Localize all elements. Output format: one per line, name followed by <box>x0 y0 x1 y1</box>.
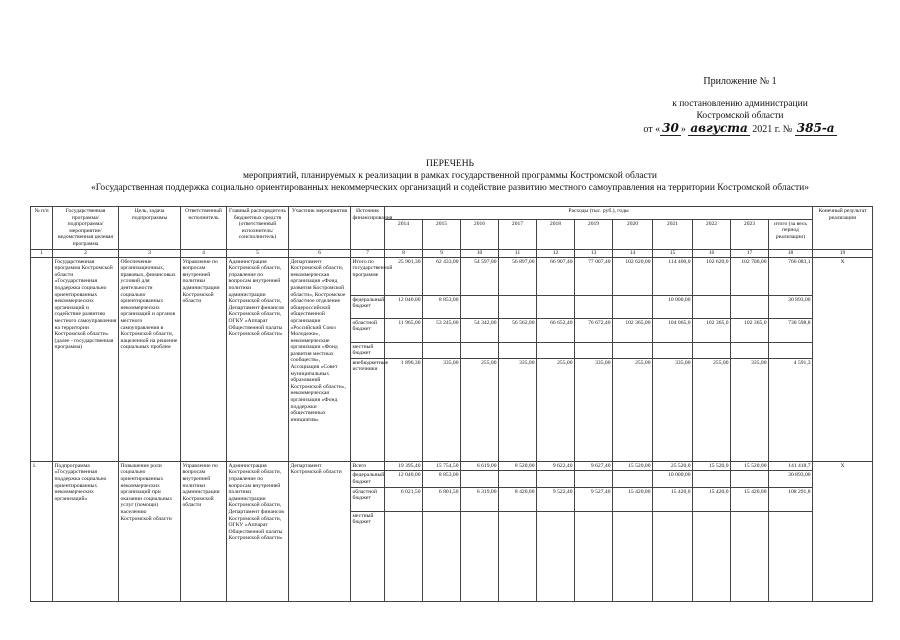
amount-cell <box>499 342 537 358</box>
amount-cell: 54 342,00 <box>461 318 499 342</box>
amount-cell <box>613 471 653 487</box>
header-goal: Цель, задача подпрограммы <box>119 207 181 250</box>
funding-source: Всего <box>351 461 385 471</box>
amount-cell: 335,00 <box>653 358 693 461</box>
header-year: 2022 <box>693 219 731 249</box>
amount-cell: 335,00 <box>575 358 613 461</box>
amount-cell <box>731 295 769 318</box>
amount-cell <box>385 342 423 358</box>
column-number: 15 <box>653 249 693 257</box>
amount-cell <box>423 511 461 601</box>
amount-cell <box>537 471 575 487</box>
amount-cell: 56 562,00 <box>499 318 537 342</box>
header-year: 2017 <box>499 219 537 249</box>
header-participant: Участник мероприятия <box>289 207 351 250</box>
amount-cell: 53 245,00 <box>423 318 461 342</box>
amount-cell: 25 520,0 <box>653 461 693 471</box>
column-number: 19 <box>813 249 873 257</box>
funding-source: внебюджетные источники <box>351 358 385 461</box>
column-number: 3 <box>119 249 181 257</box>
title-heading: ПЕРЕЧЕНЬ <box>425 159 475 169</box>
amount-cell: 15 420,00 <box>613 487 653 511</box>
total-cell: 141 418,7 <box>769 461 813 471</box>
amount-cell: 56 897,00 <box>499 257 537 295</box>
date-mid: » <box>680 124 689 135</box>
amount-cell: 15 420,0 <box>693 487 731 511</box>
funding-source: местный бюджет <box>351 511 385 601</box>
column-number: 10 <box>461 249 499 257</box>
amount-cell <box>461 342 499 358</box>
amount-cell <box>613 511 653 601</box>
total-cell <box>769 342 813 358</box>
amount-cell: 15 520,00 <box>613 461 653 471</box>
amount-cell: 255,00 <box>693 358 731 461</box>
header-expenses: Расходы (тыс. руб.), годы <box>385 207 813 220</box>
amount-cell: 77 007,40 <box>575 257 613 295</box>
amount-cell <box>499 471 537 487</box>
column-number: 16 <box>693 249 731 257</box>
header-total: итого (за весь период реализации) <box>769 219 813 249</box>
column-number: 6 <box>289 249 351 257</box>
amount-cell: 19 395,40 <box>385 461 423 471</box>
header-year: 2016 <box>461 219 499 249</box>
amount-cell: 9 622,40 <box>537 461 575 471</box>
handwritten-number: 385-а <box>796 121 835 135</box>
amount-cell: 335,00 <box>423 358 461 461</box>
amount-cell <box>461 511 499 601</box>
total-cell: 108 291,8 <box>769 487 813 511</box>
goal-text: Повышение роли социально ориентированных некоммерческих организаций при оказании социальных услуг (помощи) населению Костромской области <box>119 461 181 601</box>
amount-cell: 8 853,00 <box>423 295 461 318</box>
manager-text: Администрация Костромской области, управление по вопросам внутренней политики администрации Костромской области, Департамент финансов Костромской области, ОГКУ «Аппарат Общественной палаты Костромской области» <box>227 461 289 601</box>
result-cell: Х <box>813 461 873 601</box>
amount-cell: 102 365,0 <box>731 318 769 342</box>
amount-cell: 1 896,30 <box>385 358 423 461</box>
amount-cell <box>575 471 613 487</box>
amount-cell <box>693 511 731 601</box>
amount-cell <box>575 295 613 318</box>
header-year: 2023 <box>731 219 769 249</box>
amount-cell: 66 907,40 <box>537 257 575 295</box>
amount-cell <box>537 342 575 358</box>
amount-cell: 10 000,00 <box>653 295 693 318</box>
column-number: 8 <box>385 249 423 257</box>
executor-text: Управление по вопросам внутренней политики администрации Костромской области <box>181 257 227 461</box>
header-result: Конечный результат реализации <box>813 207 873 250</box>
amount-cell <box>575 511 613 601</box>
amount-cell <box>537 295 575 318</box>
amount-cell <box>693 342 731 358</box>
amount-cell: 6 319,00 <box>461 487 499 511</box>
amount-cell: 12 040,00 <box>385 471 423 487</box>
handwritten-month: августа <box>690 121 748 135</box>
amount-cell <box>385 511 423 601</box>
funding-source: федеральный бюджет <box>351 471 385 487</box>
amount-cell: 9 522,40 <box>537 487 575 511</box>
column-number: 9 <box>423 249 461 257</box>
header-year: 2019 <box>575 219 613 249</box>
amount-cell: 66 652,40 <box>537 318 575 342</box>
column-number: 12 <box>537 249 575 257</box>
amount-cell: 15 520,0 <box>693 461 731 471</box>
program-name: Государственная программа Костромской области «Государственная поддержка социально ориентированных некоммерческих организаций и содействие развитию местного самоуправления на территории Костромской области» (далее - государственная программа) <box>53 257 119 461</box>
column-number: 5 <box>227 249 289 257</box>
manager-text: Администрация Костромской области, управление по вопросам внутренней политики администрации Костромской области, Департамент финансов Костромской области, ОГКУ «Аппарат Общественной палаты Костромской области» <box>227 257 289 461</box>
amount-cell: 15 420,0 <box>653 487 693 511</box>
amount-cell: 12 040,00 <box>385 295 423 318</box>
amount-cell <box>423 342 461 358</box>
amount-cell: 335,00 <box>731 358 769 461</box>
amount-cell: 8 520,00 <box>499 461 537 471</box>
amount-cell: 104 065,0 <box>653 318 693 342</box>
participant-text: Департамент Костромской области, некоммерческая организация «Фонд развития Костромской области», Костромское областное отделение общероссийской общественной организации «Российский Союз Молодежи», некоммерческие организации «Фонд развития местных сообществ», Ассоциация «Совет муниципальных образований Костромской области», некоммерческая организация «Фонд поддержки общественных инициатив» <box>289 257 351 461</box>
amount-cell: 114 400,0 <box>653 257 693 295</box>
subprogram-block <box>31 461 873 601</box>
column-number-row <box>31 249 873 257</box>
amount-cell: 10 000,00 <box>653 471 693 487</box>
funding-source: федеральный бюджет <box>351 295 385 318</box>
column-number: 1 <box>31 249 53 257</box>
document-title <box>0 158 900 194</box>
amount-cell <box>653 511 693 601</box>
appendix-region-line: Костромской области <box>696 111 784 121</box>
amount-cell <box>693 295 731 318</box>
header-year: 2014 <box>385 219 423 249</box>
program-name: Подпрограмма «Государственная поддержка социально ориентированных некоммерческих организаций» <box>53 461 119 601</box>
participant-text: Департамент Костромской области <box>289 461 351 601</box>
title-program-name: «Государственная поддержка социально ориентированных некоммерческих организаций и содействие развитию местного самоуправления на территории Костромской области» <box>90 183 810 193</box>
amount-cell: 102 365,00 <box>613 318 653 342</box>
appendix-title: Приложение № 1 <box>703 76 777 87</box>
amount-cell: 102 365,0 <box>693 318 731 342</box>
amount-cell: 6 021,50 <box>385 487 423 511</box>
header-year: 2021 <box>653 219 693 249</box>
amount-cell <box>693 471 731 487</box>
total-cell: 30 893,00 <box>769 471 813 487</box>
goal-text: Обеспечение организационных, правовых, финансовых условий для деятельности социально ориентированных некоммерческих организаций и органов местного самоуправления в Костромской области, нацеленной на решение социальных проблем <box>119 257 181 461</box>
amount-cell: 11 965,00 <box>385 318 423 342</box>
amount-cell: 15 520,00 <box>731 461 769 471</box>
amount-cell <box>731 511 769 601</box>
funding-source: областной бюджет <box>351 318 385 342</box>
total-cell: 766 083,1 <box>769 257 813 295</box>
amount-cell: 15 420,00 <box>731 487 769 511</box>
header-year: 2018 <box>537 219 575 249</box>
header-manager: Главный распорядитель бюджетных средств (ответственный исполнитель/соисполнитель) <box>227 207 289 250</box>
amount-cell: 9 527,40 <box>575 487 613 511</box>
amount-cell <box>613 342 653 358</box>
funding-source: местный бюджет <box>351 342 385 358</box>
total-cell: 4 591,3 <box>769 358 813 461</box>
amount-cell <box>731 471 769 487</box>
amount-cell: 335,00 <box>499 358 537 461</box>
amount-cell <box>461 471 499 487</box>
amount-cell: 76 672,40 <box>575 318 613 342</box>
amount-cell <box>499 511 537 601</box>
row-number <box>31 257 53 461</box>
header-year: 2015 <box>423 219 461 249</box>
amount-cell <box>461 295 499 318</box>
amount-cell: 6 619,00 <box>461 461 499 471</box>
header-program: Государственная программа/ подпрограмма/ мероприятие/ ведомственная целевая программа <box>53 207 119 250</box>
header-executor: Ответственный исполнитель <box>181 207 227 250</box>
date-prefix: от « <box>643 124 661 135</box>
amount-cell: 15 754,50 <box>423 461 461 471</box>
amount-cell: 255,00 <box>613 358 653 461</box>
amount-cell: 8 853,00 <box>423 471 461 487</box>
amount-cell <box>499 295 537 318</box>
column-number: 13 <box>575 249 613 257</box>
appendix-date-line <box>640 122 840 136</box>
appendix-resolution-line: к постановлению администрации <box>672 99 808 109</box>
result-cell: Х <box>813 257 873 461</box>
column-number: 11 <box>499 249 537 257</box>
funding-source: областной бюджет <box>351 487 385 511</box>
amount-cell: 62 433,00 <box>423 257 461 295</box>
column-number: 7 <box>351 249 385 257</box>
date-year: 2021 г. № <box>749 124 795 135</box>
handwritten-day: 30 <box>662 121 679 135</box>
amount-cell: 9 627,40 <box>575 461 613 471</box>
funding-source: Итого по государственной программе <box>351 257 385 295</box>
title-subheading: мероприятий, планируемых к реализации в рамках государственной программы Костромской области <box>242 171 657 181</box>
appendix-block <box>640 76 840 136</box>
amount-cell <box>575 342 613 358</box>
column-number: 14 <box>613 249 653 257</box>
header-year: 2020 <box>613 219 653 249</box>
total-cell <box>769 511 813 601</box>
amount-cell: 255,00 <box>537 358 575 461</box>
amount-cell: 102 620,00 <box>613 257 653 295</box>
amount-cell <box>653 342 693 358</box>
amount-cell: 54 597,00 <box>461 257 499 295</box>
row-number: 1. <box>31 461 53 601</box>
measures-table <box>30 206 873 602</box>
amount-cell <box>537 511 575 601</box>
column-number: 18 <box>769 249 813 257</box>
table-row <box>31 461 873 471</box>
amount-cell: 255,00 <box>461 358 499 461</box>
amount-cell: 8 420,00 <box>499 487 537 511</box>
total-cell: 730 598,8 <box>769 318 813 342</box>
column-number: 17 <box>731 249 769 257</box>
amount-cell: 25 901,30 <box>385 257 423 295</box>
amount-cell: 6 801,50 <box>423 487 461 511</box>
column-number: 4 <box>181 249 227 257</box>
total-cell: 30 893,00 <box>769 295 813 318</box>
header-num: № п/п <box>31 207 53 250</box>
amount-cell: 102 700,00 <box>731 257 769 295</box>
header-source: Источник финансирования <box>351 207 385 250</box>
amount-cell <box>731 342 769 358</box>
table-row <box>31 257 873 295</box>
column-number: 2 <box>53 249 119 257</box>
program-block <box>31 257 873 461</box>
amount-cell <box>613 295 653 318</box>
amount-cell: 102 620,0 <box>693 257 731 295</box>
executor-text: Управление по вопросам внутренней политики администрации Костромской области <box>181 461 227 601</box>
